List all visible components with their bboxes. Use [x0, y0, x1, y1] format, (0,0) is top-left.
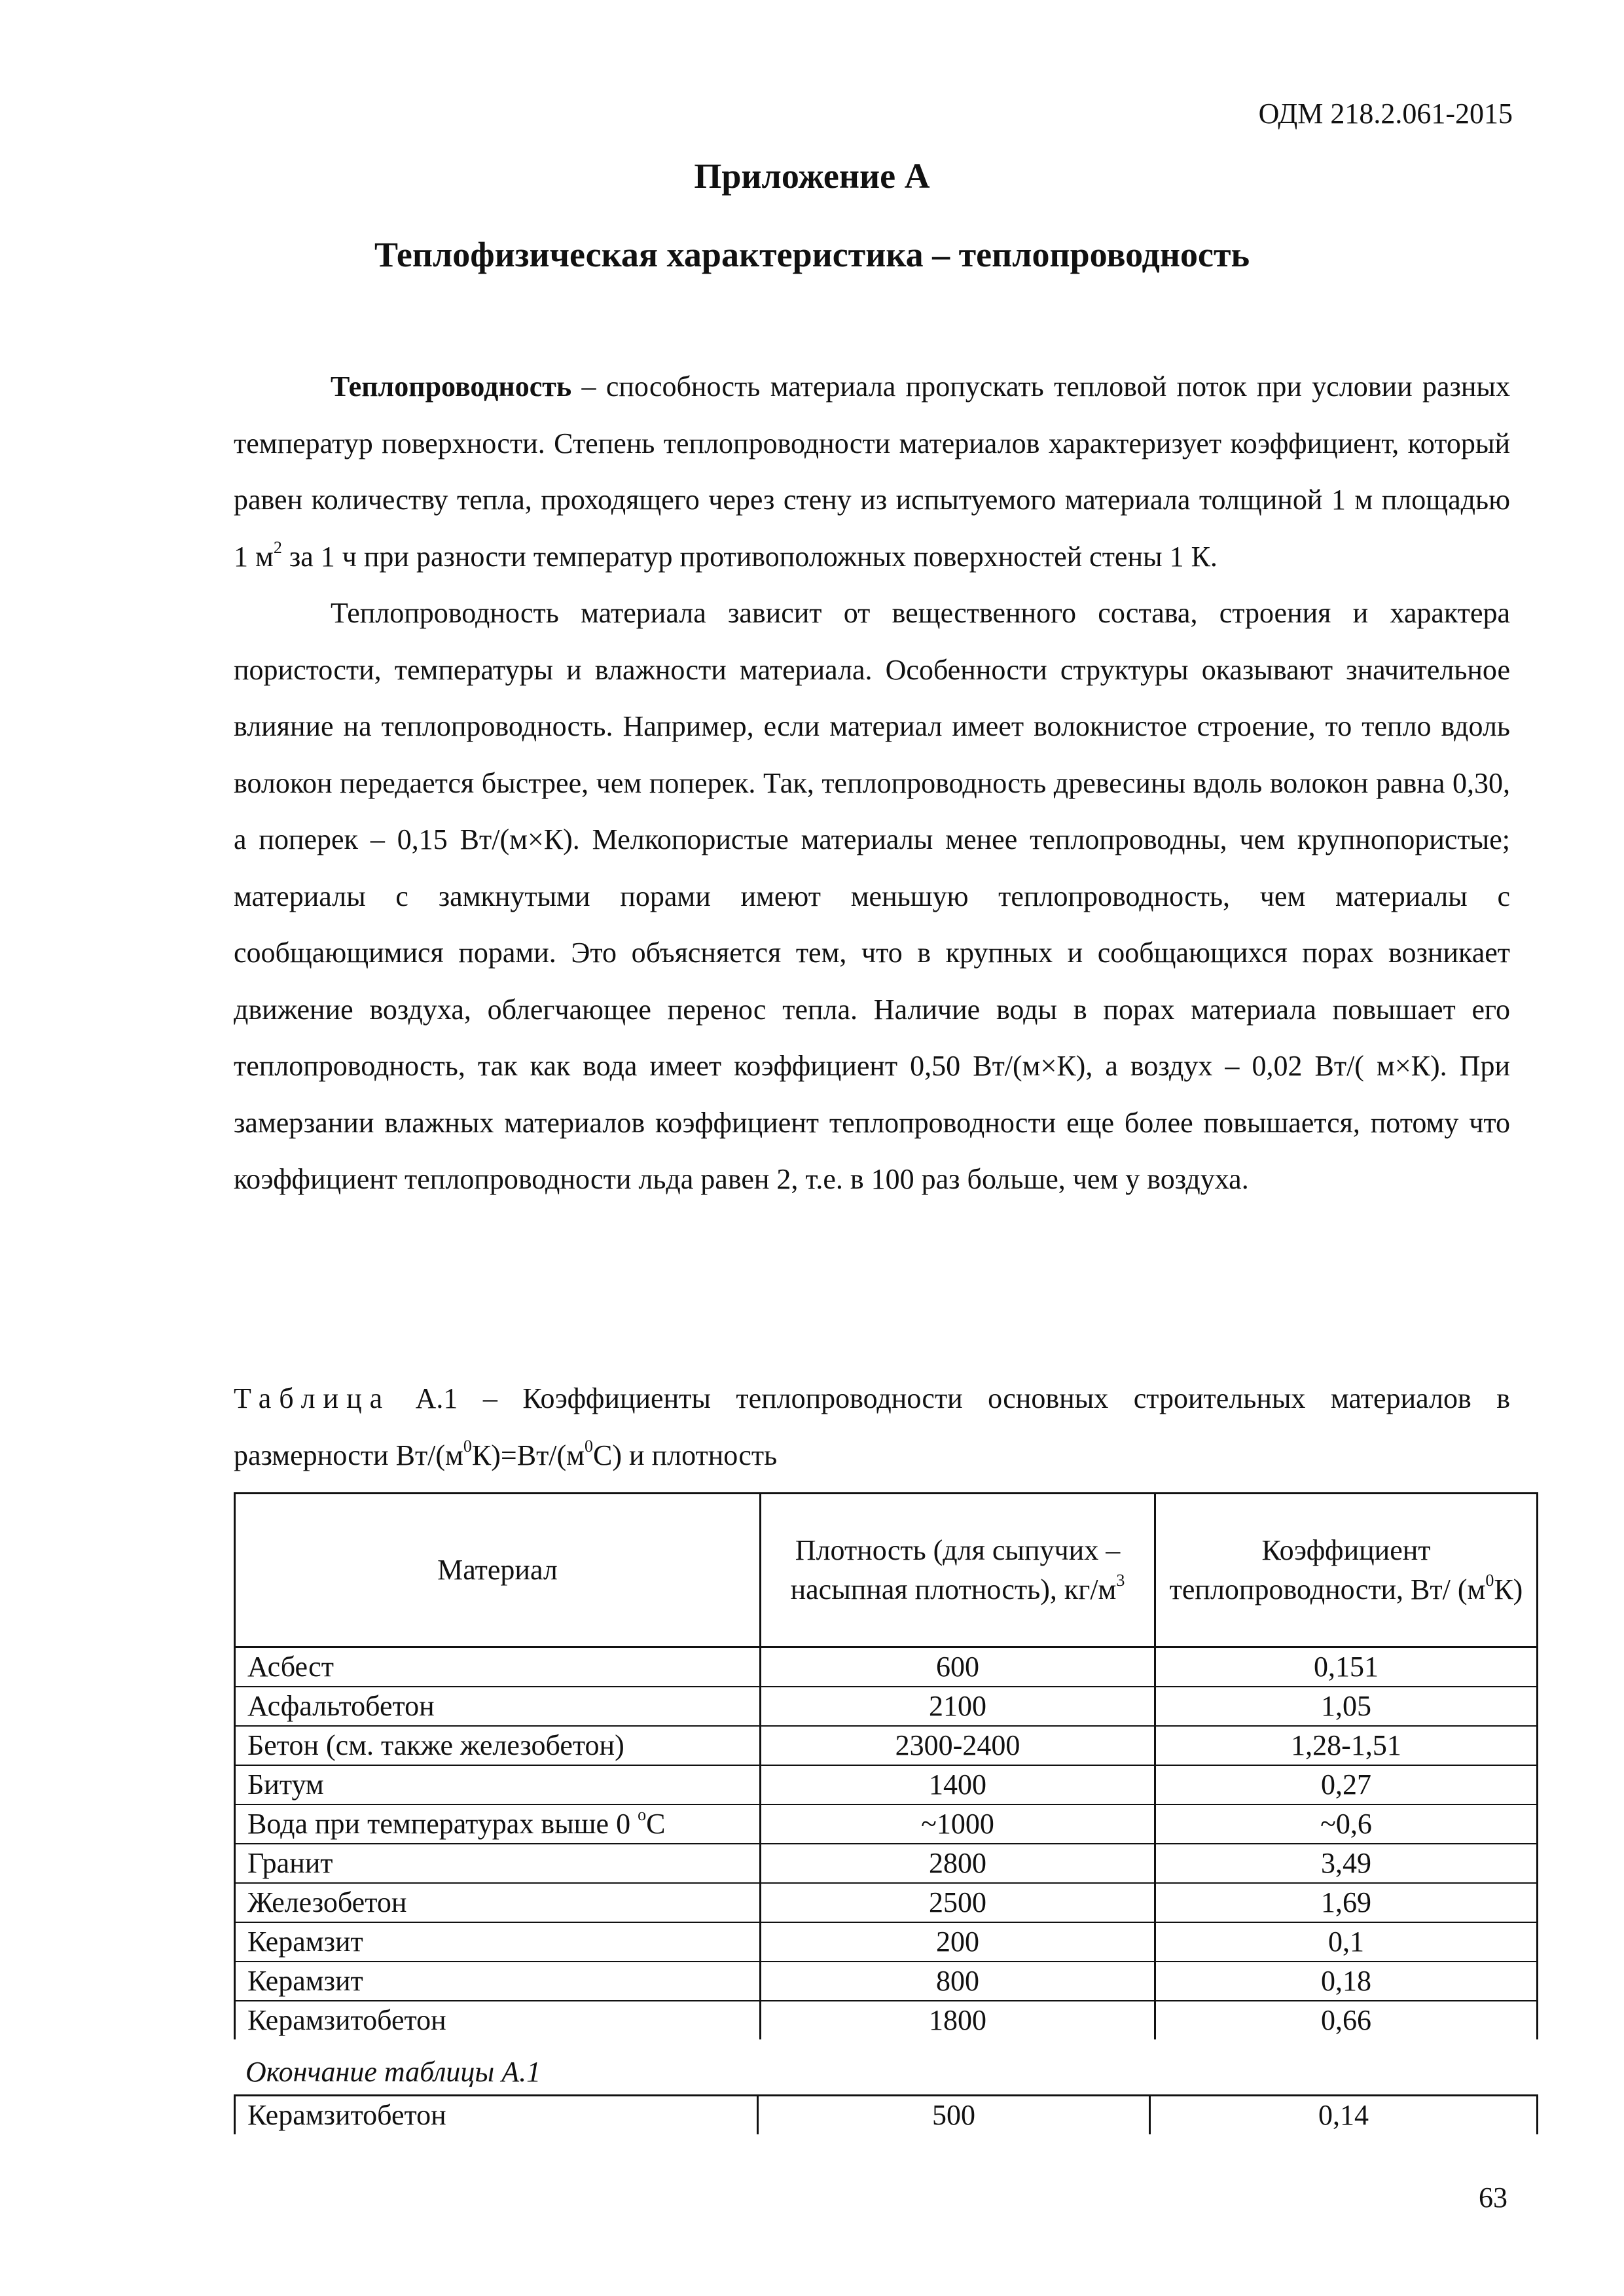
cell-density: 500 [758, 2096, 1150, 2135]
header-coefficient: Коэффициент теплопроводности, Вт/ $(м^0К)$ [1155, 1494, 1538, 1647]
cell-coefficient: 0,27 [1155, 1765, 1538, 1804]
table-row [235, 1804, 1538, 1844]
cell-density: 1400 [761, 1765, 1155, 1804]
caption-text: К)=Вт/(м [471, 1439, 585, 1471]
table-caption [234, 1371, 1510, 1484]
cell-coefficient: 1,28-1,51 [1155, 1726, 1538, 1765]
document-code: ОДМ 218.2.061-2015 [1258, 98, 1513, 130]
table-continuation-label: Окончание таблицы А.1 [245, 2056, 541, 2088]
cell-density: 2100 [761, 1687, 1155, 1726]
paragraph-text: – способность материала пропускать тепловой поток при условии разных температур поверхности. Степень теплопроводности материалов характеризует коэффициент, который равен количеству тепла, проходящего через стену из испытуемого материала толщиной 1 м площадью 1 м [234, 370, 1510, 573]
cell-density: 2800 [761, 1844, 1155, 1883]
cell-coefficient: 0,18 [1155, 1962, 1538, 2001]
cell-coefficient: 0,151 [1155, 1647, 1538, 1687]
cell-coefficient: ~0,6 [1155, 1804, 1538, 1844]
page-number: 63 [1479, 2181, 1507, 2214]
cell-density: 200 [761, 1922, 1155, 1962]
cell-coefficient: 0,66 [1155, 2001, 1538, 2039]
table-row [235, 1962, 1538, 2001]
cell-material: Керамзитобетон [235, 2001, 761, 2039]
table-row [235, 1687, 1538, 1726]
caption-label: Таблица [234, 1382, 391, 1414]
superscript: 0 [585, 1436, 594, 1456]
cell-density: 2500 [761, 1883, 1155, 1922]
caption-text: А.1 – Коэффициенты теплопроводности основных строительных материалов в размерности Вт/(м [234, 1382, 1510, 1471]
superscript: 0 [463, 1436, 472, 1456]
caption-text: С) и плотность [593, 1439, 778, 1471]
paragraph-details: Теплопроводность материала зависит от вещественного состава, строения и характера пористости, температуры и влажности материала. Особенности структуры оказывают значительное влияние на теплопроводность. Например, если материал имеет волокнистое строение, то тепло вдоль волокон передается быстрее, чем поперек. Так, теплопроводность древесины вдоль волокон равна 0,30, а поперек – 0,15 Вт/(м×К). Мелкопористые материалы менее теплопроводны, чем крупнопористые; материалы с замкнутыми порами имеют меньшую теплопроводность, чем материалы с сообщающимися порами. Это объясняется тем, что в крупных и сообщающихся порах возникает движение воздуха, облегчающее перенос тепла. Наличие воды в порах материала повышает его теплопроводность, так как вода имеет коэффициент 0,50 Вт/(м×К), а воздух – 0,02 Вт/( м×К). При замерзании влажных материалов коэффициент теплопроводности еще более повышается, потому что коэффициент теплопроводности льда равен 2, т.е. в 100 раз больше, чем у воздуха. [234, 597, 1510, 1195]
cell-material: Асбест [235, 1647, 761, 1687]
cell-density: 1800 [761, 2001, 1155, 2039]
cell-density: 2300-2400 [761, 1726, 1155, 1765]
cell-coefficient: 1,69 [1155, 1883, 1538, 1922]
cell-material: Железобетон [235, 1883, 761, 1922]
conductivity-table [234, 1492, 1538, 2039]
appendix-title: Приложение А [694, 156, 930, 196]
cell-coefficient: 3,49 [1155, 1844, 1538, 1883]
body-text [234, 359, 1510, 1208]
cell-material: Керамзит [235, 1922, 761, 1962]
cell-density: 800 [761, 1962, 1155, 2001]
cell-material: Асфальтобетон [235, 1687, 761, 1726]
table-row [235, 1844, 1538, 1883]
cell-material: Вода при температурах выше 0 $^о$С [235, 1804, 761, 1844]
paragraph-text: за 1 ч при разности температур противоположных поверхностей стены 1 К. [281, 540, 1218, 573]
cell-material: Гранит [235, 1844, 761, 1883]
cell-material: Бетон (см. также железобетон) [235, 1726, 761, 1765]
cell-material: Битум [235, 1765, 761, 1804]
table-row [235, 2001, 1538, 2039]
table-header-row [235, 1494, 1538, 1647]
superscript: 2 [273, 537, 282, 557]
table-row [235, 1765, 1538, 1804]
table-row [235, 1922, 1538, 1962]
cell-density: ~1000 [761, 1804, 1155, 1844]
cell-coefficient: 0,14 [1150, 2096, 1538, 2135]
cell-material: Керамзитобетон [235, 2096, 758, 2135]
term-bold: Теплопроводность [331, 370, 572, 403]
table-row [235, 1883, 1538, 1922]
table-row [235, 1647, 1538, 1687]
appendix-subtitle: Теплофизическая характеристика – теплопроводность [374, 235, 1250, 274]
header-material: Материал [235, 1494, 761, 1647]
header-density: Плотность (для сыпучих – насыпная плотность), $кг/м^3$ [761, 1494, 1155, 1647]
cell-coefficient: 1,05 [1155, 1687, 1538, 1726]
table-row [235, 2096, 1538, 2135]
paragraph-definition [234, 359, 1510, 585]
cell-material: Керамзит [235, 1962, 761, 2001]
conductivity-table-continuation [234, 2094, 1538, 2134]
cell-density: 600 [761, 1647, 1155, 1687]
cell-coefficient: 0,1 [1155, 1922, 1538, 1962]
table-row [235, 1726, 1538, 1765]
